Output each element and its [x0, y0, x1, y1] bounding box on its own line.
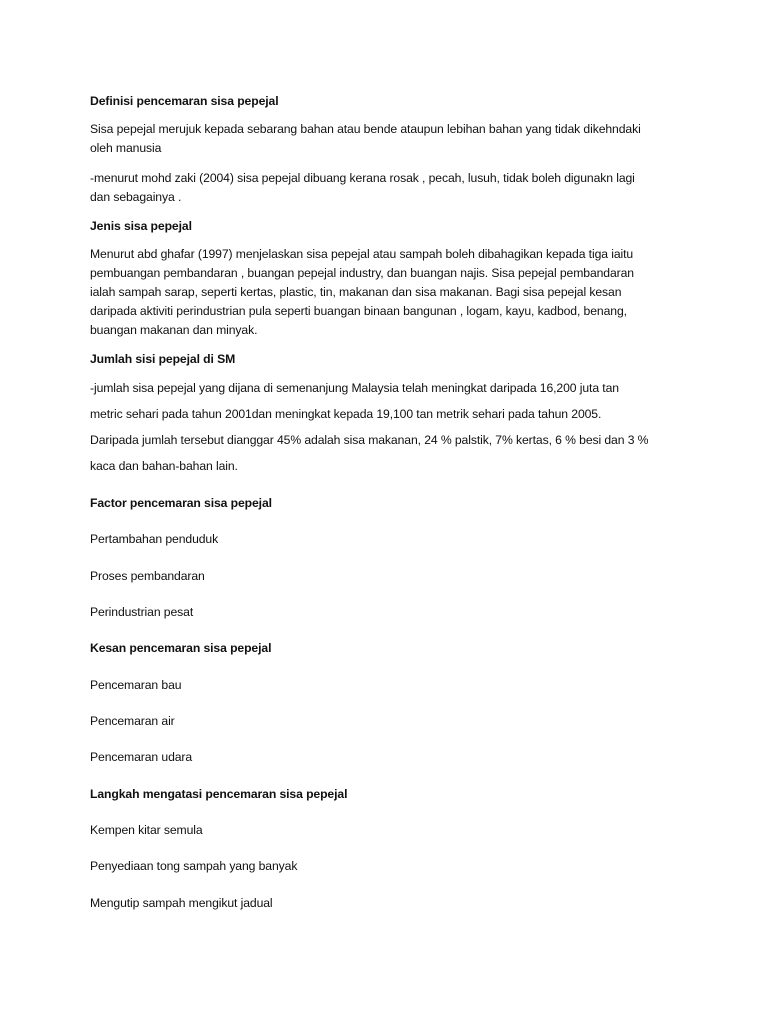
factor-item-1: Pertambahan penduduk [90, 532, 219, 546]
jenis-p1-line-1: Menurut abd ghafar (1997) menjelaskan sisa pepejal atau sampah boleh dibahagikan kepada tiga iaitu [90, 247, 634, 261]
jumlah-p1-line-3: Daripada jumlah tersebut dianggar 45% adalah sisa makanan, 24 % palstik, 7% kertas, 6 % besi dan 3 % [90, 433, 649, 447]
heading-kesan: Kesan pencemaran sisa pepejal [90, 641, 272, 655]
jenis-p1-line-4: daripada aktiviti perindustrian pula seperti buangan binaan bangunan , logam, kayu, kadbod, benang, [90, 304, 627, 318]
jumlah-p1-line-1: -jumlah sisa pepejal yang dijana di semenanjung Malaysia telah meningkat daripada 16,200 juta tan [90, 381, 619, 395]
jumlah-p1-line-2: metric sehari pada tahun 2001dan meningkat kepada 19,100 tan metrik sehari pada tahun 2005. [90, 407, 602, 421]
jenis-p1-line-2: pembuangan pembandaran , buangan pepejal industry, dan buangan najis. Sisa pepejal pembandaran [90, 266, 634, 280]
jumlah-p1-line-4: kaca dan bahan-bahan lain. [90, 459, 238, 473]
definisi-p2-line-1: -menurut mohd zaki (2004) sisa pepejal dibuang kerana rosak , pecah, lusuh, tidak boleh digunakn lagi [90, 171, 635, 185]
langkah-item-2: Penyediaan tong sampah yang banyak [90, 859, 298, 873]
factor-item-3: Perindustrian pesat [90, 605, 194, 619]
heading-jenis: Jenis sisa pepejal [90, 219, 192, 233]
heading-jumlah: Jumlah sisi pepejal di SM [90, 352, 236, 366]
definisi-p2-line-2: dan sebagainya . [90, 190, 182, 204]
jenis-p1-line-3: ialah sampah sarap, seperti kertas, plastic, tin, makanan dan sisa makanan. Bagi sisa pepejal kesan [90, 285, 622, 299]
document-page [90, 0, 690, 1024]
heading-langkah: Langkah mengatasi pencemaran sisa pepejal [90, 787, 348, 801]
langkah-item-3: Mengutip sampah mengikut jadual [90, 896, 273, 910]
factor-item-2: Proses pembandaran [90, 569, 205, 583]
definisi-p1-line-1: Sisa pepejal merujuk kepada sebarang bahan atau bende ataupun lebihan bahan yang tidak dikehndaki [90, 122, 641, 136]
heading-factor: Factor pencemaran sisa pepejal [90, 496, 272, 510]
definisi-p1-line-2: oleh manusia [90, 141, 162, 155]
langkah-item-1: Kempen kitar semula [90, 823, 203, 837]
kesan-item-2: Pencemaran air [90, 714, 175, 728]
heading-definisi: Definisi pencemaran sisa pepejal [90, 94, 279, 108]
kesan-item-1: Pencemaran bau [90, 678, 182, 692]
kesan-item-3: Pencemaran udara [90, 750, 193, 764]
jenis-p1-line-5: buangan makanan dan minyak. [90, 323, 258, 337]
